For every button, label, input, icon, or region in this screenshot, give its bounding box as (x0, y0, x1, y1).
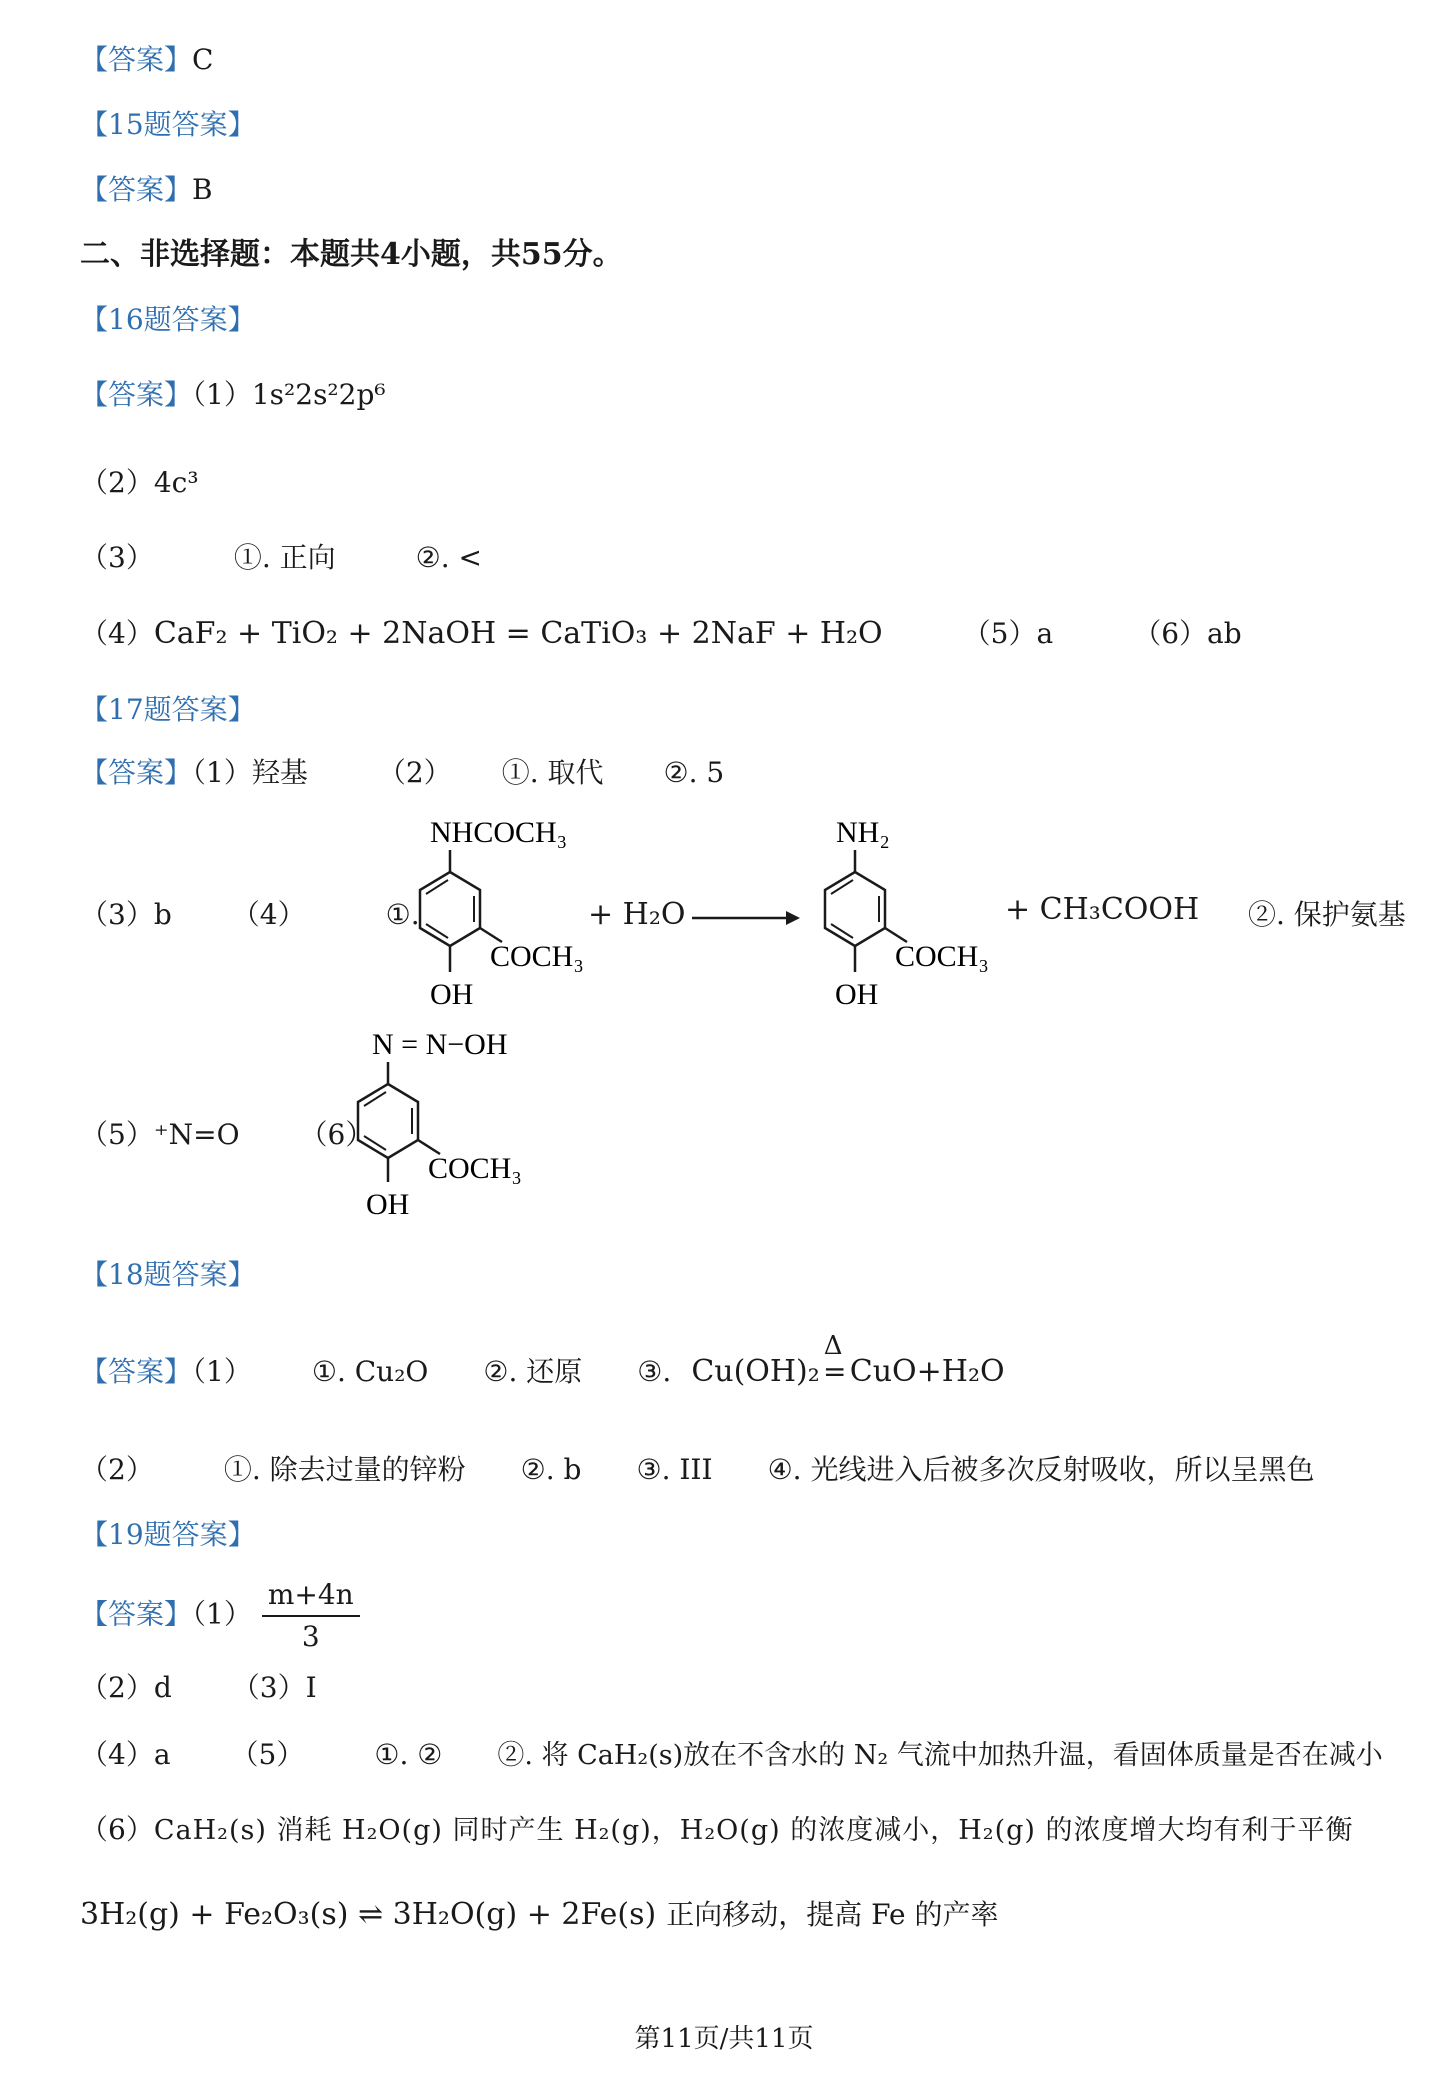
q17-plus-acid: + CH₃COOH (1005, 892, 1200, 927)
q14-answer-line (80, 40, 213, 80)
q18-p2-d: ④. 光线进入后被多次反射吸收，所以呈黑色 (767, 1453, 1315, 1486)
q19-p6-label: （6） (80, 1813, 154, 1846)
q15-answer-line (80, 170, 213, 210)
q16-p2-line (80, 463, 199, 503)
q19-answer-p1 (80, 1575, 360, 1657)
q17-p4-a-label: ①. (385, 898, 420, 931)
q18-eq-left: Cu(OH)₂ (691, 1354, 820, 1389)
answer-tag: 【答案】 (80, 173, 193, 206)
answer-tag: 【答案】 (80, 1597, 193, 1631)
q17-p1: 羟基 (251, 756, 308, 789)
q17-p3-label: （3） (80, 898, 154, 931)
q17-answer-p1 (80, 753, 724, 793)
q18-p1-a: ①. Cu₂O (311, 1355, 429, 1388)
q17-title: 【17题答案】 (80, 693, 256, 726)
q19-p6-equation-line (80, 1895, 998, 1935)
q19-p3-label: （3） (231, 1671, 306, 1704)
q18-p2-b: ②. b (520, 1453, 582, 1486)
q16-p3-line (80, 538, 482, 578)
q16-title: 【16题答案】 (80, 303, 256, 336)
q19-p5-label: （5） (230, 1738, 305, 1771)
q17-p4-label: （4） (231, 898, 306, 931)
q19-p6-text: CaH₂(s) 消耗 H₂O(g) 同时产生 H₂(g)，H₂O(g) 的浓度减小，H₂(g) 的浓度增大均有利于平衡 (153, 1815, 1354, 1846)
q19-p6-equation: 3H₂(g) + Fe₂O₃(s) ⇌ 3H₂O(g) + 2Fe(s) (80, 1897, 657, 1932)
q18-p2-label: （2） (80, 1453, 154, 1486)
reactant-substituent: NHCOCH₃ (430, 816, 568, 849)
answer-tag: 【答案】 (80, 43, 193, 76)
q17-p6-label: （6） (299, 1118, 374, 1151)
q16-p5-label: （5） (962, 617, 1037, 650)
q16-p4-equation: CaF₂ + TiO₂ + 2NaOH = CaTiO₃ + 2NaF + H₂O (153, 616, 883, 651)
reactant-oh: OH (430, 978, 474, 1011)
q16-p3-a: ①. 正向 (233, 541, 336, 574)
product-oh: OH (835, 978, 879, 1011)
q15-answer: B (192, 173, 213, 206)
q17-p6-oh: OH (366, 1188, 410, 1221)
q17-p6-substituent: N = N−OH (372, 1028, 508, 1061)
q19-title: 【19题答案】 (80, 1518, 256, 1551)
q19-p4-label: （4） (80, 1738, 154, 1771)
q19-p4: a (153, 1738, 171, 1771)
q19-p5-a: ①. ② (374, 1738, 443, 1771)
q17-p3: b (153, 898, 172, 931)
q18-p1-c: ③. (637, 1355, 672, 1388)
q16-p1-label: （1） (192, 378, 252, 411)
q19-p2-label: （2） (80, 1671, 154, 1704)
q19-p1-numerator: m+4n (262, 1575, 360, 1617)
q19-p2-p3-line (80, 1668, 317, 1708)
q16-p5: a (1036, 617, 1054, 650)
q17-p5-p6-line (80, 1115, 373, 1155)
q14-answer: C (192, 43, 214, 76)
q17-p3-p4-line (80, 895, 420, 935)
q19-p1-fraction (262, 1575, 360, 1657)
q17-plus-water: + H₂O (588, 897, 686, 932)
q17-p2-b: ②. 5 (663, 756, 725, 789)
q19-p3: I (305, 1671, 317, 1704)
product-side-group: COCH₃ (895, 940, 989, 973)
q17-p4-b: ②. 保护氨基 (1248, 898, 1406, 931)
q16-answer-p1 (80, 375, 386, 415)
q18-p1-b: ②. 还原 (483, 1355, 583, 1388)
q18-p2-c: ③. III (636, 1453, 713, 1486)
q17-p2-a: ①. 取代 (501, 756, 604, 789)
q18-answer-p1 (80, 1331, 1005, 1392)
q19-p2: d (153, 1671, 172, 1704)
q18-p2-line (80, 1450, 1314, 1490)
q18-title: 【18题答案】 (80, 1258, 256, 1291)
q19-p6-tail: 正向移动，提高 Fe 的产率 (666, 1898, 999, 1931)
q19-p5-b: ②. 将 CaH₂(s)放在不含水的 N₂ 气流中加热升温，看固体质量是否在减小 (497, 1740, 1383, 1771)
reactant-side-group: COCH₃ (490, 940, 584, 973)
q19-p1-denominator: 3 (301, 1620, 320, 1653)
q16-p3-b: ②. < (415, 541, 483, 574)
q17-p6-side-group: COCH₃ (428, 1152, 522, 1185)
q18-p1-label: （1） (192, 1355, 252, 1388)
q15-title: 【15题答案】 (80, 108, 256, 141)
q16-p2-label: （2） (80, 466, 154, 499)
answer-tag: 【答案】 (80, 378, 193, 411)
q17-p5-label: （5） (80, 1118, 154, 1151)
q16-p4-line (80, 614, 1242, 654)
q16-p6: ab (1207, 617, 1242, 650)
q18-eq-delta: Δ (823, 1331, 843, 1361)
q16-p4-label: （4） (80, 617, 154, 650)
product-substituent: NH₂ (836, 816, 890, 849)
q17-p2-label: （2） (377, 756, 452, 789)
q19-p6-line (80, 1810, 1354, 1851)
q18-p2-a: ①. 除去过量的锌粉 (223, 1453, 466, 1486)
q17-p1-label: （1） (192, 756, 252, 789)
q19-p4-p5-line (80, 1735, 1383, 1776)
q18-eq-sign: Δ = (820, 1352, 850, 1392)
answer-tag: 【答案】 (80, 756, 193, 789)
page-footer: 第11页/共11页 (634, 2024, 814, 2054)
q17-p5: ⁺N=O (153, 1118, 240, 1151)
reaction-arrow (690, 908, 800, 932)
q18-eq-right: CuO+H₂O (849, 1354, 1005, 1389)
q16-p1: 1s²2s²2p⁶ (251, 378, 386, 411)
q16-p6-label: （6） (1133, 617, 1208, 650)
section2-title: 二、非选择题：本题共4小题，共55分。 (80, 237, 623, 272)
q17-p6-structure (340, 1020, 580, 1234)
answer-tag: 【答案】 (80, 1355, 193, 1388)
q16-p2: 4c³ (153, 466, 199, 499)
q16-p3-label: （3） (80, 541, 154, 574)
q19-p1-label: （1） (192, 1597, 252, 1631)
